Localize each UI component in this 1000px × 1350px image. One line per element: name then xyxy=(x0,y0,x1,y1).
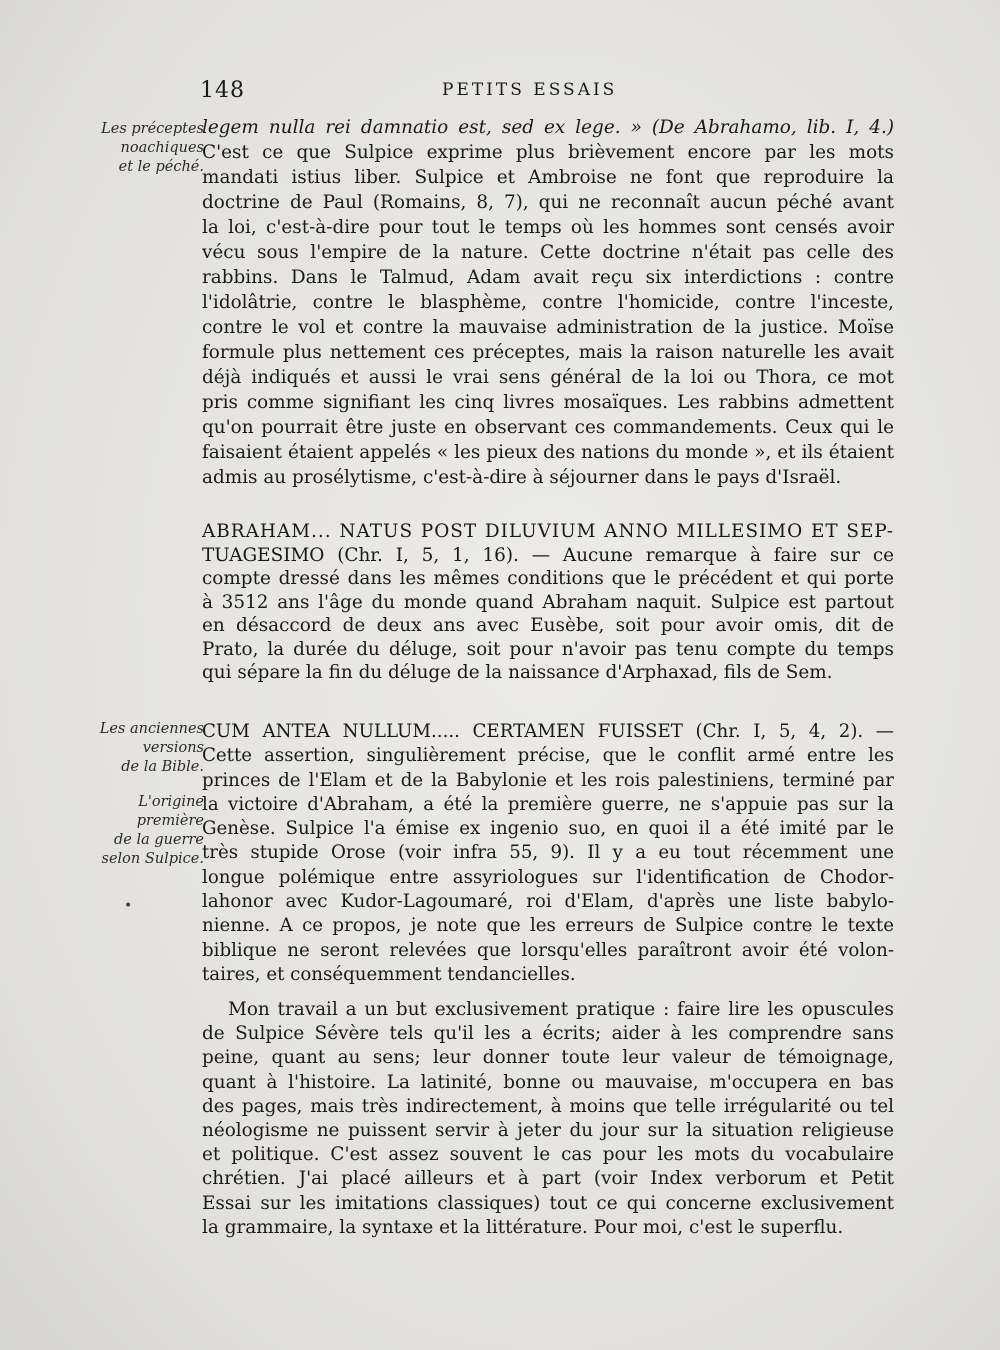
text-line: qui sépare la fin du déluge de la naissance d'Arphaxad, fils de Sem. xyxy=(202,662,833,683)
margin-note-line: de la guerre xyxy=(113,832,204,848)
text-line: à 3512 ans l'âge du monde quand Abraham naquit. Sulpice est partout xyxy=(202,591,894,613)
text-line: nienne. A ce propos, je note que les erreurs de Sulpice contre le texte xyxy=(202,915,894,937)
text-line: rabbins. Dans le Talmud, Adam avait reçu six interdictions : contre xyxy=(202,267,894,288)
text-line: Mon travail a un but exclusivement pratique : faire lire les opuscules xyxy=(228,999,894,1020)
margin-note-line: Les préceptes xyxy=(101,121,204,137)
paragraph-preceptes xyxy=(202,115,894,490)
page-header xyxy=(200,78,900,108)
running-title: PETITS ESSAIS xyxy=(442,80,618,100)
text-line: doctrine de Paul (Romains, 8, 7), qui ne reconnaît aucun péché avant xyxy=(202,192,894,213)
text-line: Genèse. Sulpice l'a émise ex ingenio suo, en quoi il a été imité par le xyxy=(202,818,894,840)
text-line: pris comme signifiant les cinq livres mosaïques. Les rabbins admettent xyxy=(202,392,894,413)
margin-note-line: L'origine première xyxy=(136,794,204,829)
text-line: CUM ANTEA NULLUM..... CERTAMEN FUISSET (Chr. I, 5, 4, 2). — xyxy=(202,721,894,742)
margin-note-line: de la Bible. xyxy=(121,759,204,775)
text-line: chrétien. J'ai placé ailleurs et à part (voir Index verborum et Petit xyxy=(202,1168,894,1190)
text-line: en désaccord de deux ans avec Eusèbe, soit pour avoir omis, dit de xyxy=(202,615,894,636)
text-line: qu'on pourrait être juste en observant ces commandements. Ceux qui le xyxy=(202,417,894,438)
text-line: la loi, c'est-à-dire pour tout le temps où les hommes sont censés avoir xyxy=(202,217,894,238)
text-line: la victoire d'Abraham, a été la première guerre, ne s'appuie pas sur la xyxy=(202,793,894,815)
margin-note-preceptes xyxy=(80,120,204,177)
text-line: des pages, mais très indirectement, à moins que telle irrégularité ou tel xyxy=(202,1095,894,1117)
text-line: peine, quant au sens; leur donner toute leur valeur de témoignage, xyxy=(202,1047,894,1069)
margin-note-line: Les anciennes xyxy=(99,721,204,737)
text-line: contre le vol et contre la mauvaise administration de la justice. Moïse xyxy=(202,317,894,338)
text-line: ABRAHAM... NATUS POST DILUVIUM ANNO MILLESIMO ET SEP- xyxy=(202,521,894,542)
text-line: faisaient étaient appelés « les pieux des nations du monde », et ils étaient xyxy=(202,442,894,463)
text-line: néologisme ne puissent servir à jeter du jour sur la situation religieuse xyxy=(202,1119,894,1141)
text-line: taires, et conséquemment tendancielles. xyxy=(202,963,576,985)
text-line: la grammaire, la syntaxe et la littérature. Pour moi, c'est le superflu. xyxy=(202,1216,844,1238)
text-line: de Sulpice Sévère tels qu'il les a écrits; aider à les comprendre sans xyxy=(202,1023,894,1045)
paragraph-mon-travail xyxy=(202,998,894,1240)
text-line: C'est ce que Sulpice exprime plus brièvement encore par les mots xyxy=(202,142,894,163)
text-line: formule plus nettement ces préceptes, mais la raison naturelle les avait xyxy=(202,342,894,363)
text-line: vécu sous l'empire de la nature. Cette doctrine n'était pas celle des xyxy=(202,242,894,263)
text-line: admis au prosélytisme, c'est-à-dire à séjourner dans le pays d'Israël. xyxy=(202,467,842,488)
page-number: 148 xyxy=(200,78,245,103)
text-line: lahonor avec Kudor-Lagoumaré, roi d'Elam, d'après une liste babylo- xyxy=(202,891,894,913)
text-line: TUAGESIMO (Chr. I, 5, 1, 16). — Aucune remarque à faire sur ce xyxy=(202,544,894,566)
margin-note-line: selon Sulpice. xyxy=(101,851,204,867)
paragraph-cum-antea xyxy=(202,720,894,987)
text-line: déjà indiqués et aussi le vrai sens général de la loi ou Thora, ce mot xyxy=(202,367,894,388)
text-line: Prato, la durée du déluge, soit pour n'avoir pas tenu compte du temps xyxy=(202,638,894,660)
text-line: Cette assertion, singulièrement précise, que le conflit armé entre les xyxy=(202,745,894,767)
margin-note-line: et le péché. xyxy=(118,159,204,175)
margin-note-line: versions xyxy=(142,740,204,756)
text-line: mandati istius liber. Sulpice et Ambroise ne font que reproduire la xyxy=(202,167,894,188)
text-line: biblique ne seront relevées que lorsqu'elles paraîtront avoir été volon- xyxy=(202,939,894,961)
text-line: et politique. C'est assez souvent le cas pour les mots du vocabulaire xyxy=(202,1144,894,1166)
text-line: quant à l'histoire. La latinité, bonne ou mauvaise, m'occupera en bas xyxy=(202,1071,894,1093)
text-line: princes de l'Elam et de la Babylonie et les rois palestiniens, terminé par xyxy=(202,769,894,791)
paragraph-abraham xyxy=(202,520,894,685)
text-line: compte dressé dans les mêmes conditions que le précédent et qui porte xyxy=(202,568,894,589)
margin-note-guerre xyxy=(80,793,204,869)
margin-mark: • xyxy=(124,898,133,914)
text-line: l'idolâtrie, contre le blasphème, contre l'homicide, contre l'inceste, xyxy=(202,292,894,313)
margin-note-line: noachiques xyxy=(120,140,204,156)
text-line: longue polémique entre assyriologues sur l'identification de Chodor- xyxy=(202,866,894,888)
text-line: legem nulla rei damnatio est, sed ex lege. » (De Abrahamo, lib. I, 4.) xyxy=(202,117,894,138)
margin-note-versions xyxy=(80,720,204,777)
text-line: très stupide Orose (voir infra 55, 9). Il y a eu tout récemment une xyxy=(202,842,894,864)
text-line: Essai sur les imitations classiques) tout ce qui concerne exclusivement xyxy=(202,1192,894,1214)
